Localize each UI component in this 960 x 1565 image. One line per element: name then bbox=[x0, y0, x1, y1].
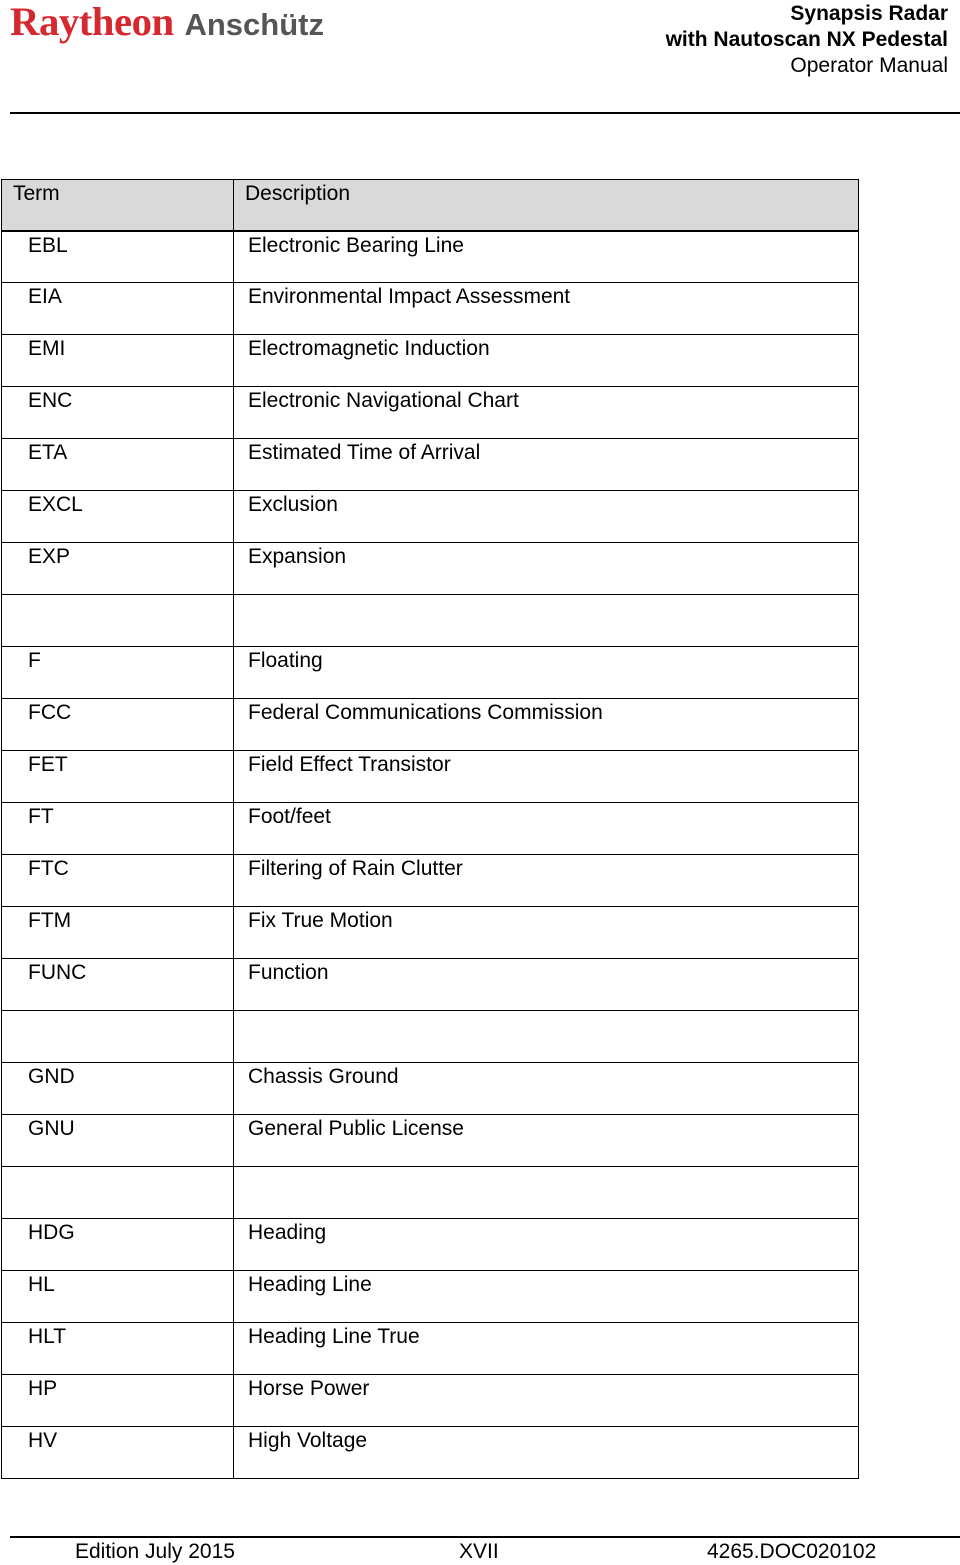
table-row bbox=[2, 959, 859, 1011]
company-logo bbox=[10, 2, 324, 42]
term-cell: HV bbox=[2, 1427, 234, 1479]
table-row bbox=[2, 1323, 859, 1375]
description-cell: Exclusion bbox=[234, 491, 859, 543]
term-cell: HL bbox=[2, 1271, 234, 1323]
description-cell: General Public License bbox=[234, 1115, 859, 1167]
table-row bbox=[2, 387, 859, 439]
table-row bbox=[2, 231, 859, 283]
description-cell: Fix True Motion bbox=[234, 907, 859, 959]
table-row bbox=[2, 491, 859, 543]
description-cell bbox=[234, 1167, 859, 1219]
description-cell: Foot/feet bbox=[234, 803, 859, 855]
term-cell bbox=[2, 1167, 234, 1219]
term-cell: EMI bbox=[2, 335, 234, 387]
term-cell bbox=[2, 595, 234, 647]
description-cell: Filtering of Rain Clutter bbox=[234, 855, 859, 907]
table-row bbox=[2, 335, 859, 387]
footer-divider bbox=[10, 1536, 960, 1538]
description-cell: Chassis Ground bbox=[234, 1063, 859, 1115]
table-body bbox=[2, 231, 859, 1479]
document-title-line2: with Nautoscan NX Pedestal bbox=[665, 28, 948, 51]
table-row bbox=[2, 855, 859, 907]
term-cell: FTM bbox=[2, 907, 234, 959]
description-cell: Heading Line True bbox=[234, 1323, 859, 1375]
description-cell: Estimated Time of Arrival bbox=[234, 439, 859, 491]
term-cell: FET bbox=[2, 751, 234, 803]
term-cell bbox=[2, 1011, 234, 1063]
table-row bbox=[2, 1375, 859, 1427]
column-header-term: Term bbox=[2, 180, 234, 231]
description-cell: Electromagnetic Induction bbox=[234, 335, 859, 387]
term-cell: F bbox=[2, 647, 234, 699]
table-row bbox=[2, 1063, 859, 1115]
table-row bbox=[2, 439, 859, 491]
column-header-description: Description bbox=[234, 180, 859, 231]
term-cell: HLT bbox=[2, 1323, 234, 1375]
term-cell: GNU bbox=[2, 1115, 234, 1167]
description-cell bbox=[234, 595, 859, 647]
table-row bbox=[2, 647, 859, 699]
table-row bbox=[2, 595, 859, 647]
term-cell: HDG bbox=[2, 1219, 234, 1271]
term-cell: GND bbox=[2, 1063, 234, 1115]
header-divider bbox=[10, 112, 960, 114]
description-cell: Floating bbox=[234, 647, 859, 699]
description-cell: Expansion bbox=[234, 543, 859, 595]
term-cell: EBL bbox=[2, 231, 234, 283]
description-cell: Electronic Navigational Chart bbox=[234, 387, 859, 439]
document-title-block bbox=[666, 1, 948, 79]
term-cell: ETA bbox=[2, 439, 234, 491]
description-cell: Function bbox=[234, 959, 859, 1011]
description-cell: Heading Line bbox=[234, 1271, 859, 1323]
table-row bbox=[2, 1271, 859, 1323]
table-row bbox=[2, 1115, 859, 1167]
table-header-row bbox=[2, 180, 859, 231]
footer-document-number: 4265.DOC020102 bbox=[707, 1540, 877, 1563]
table-row bbox=[2, 1167, 859, 1219]
table-row bbox=[2, 283, 859, 335]
document-title-line3: Operator Manual bbox=[790, 54, 948, 77]
table-row bbox=[2, 751, 859, 803]
table-row bbox=[2, 1219, 859, 1271]
description-cell: Heading bbox=[234, 1219, 859, 1271]
term-cell: HP bbox=[2, 1375, 234, 1427]
table-row bbox=[2, 1427, 859, 1479]
term-cell: FCC bbox=[2, 699, 234, 751]
term-cell: FT bbox=[2, 803, 234, 855]
logo-subbrand: Anschütz bbox=[184, 7, 324, 42]
table-row bbox=[2, 803, 859, 855]
description-cell: Horse Power bbox=[234, 1375, 859, 1427]
term-cell: EXCL bbox=[2, 491, 234, 543]
description-cell: Environmental Impact Assessment bbox=[234, 283, 859, 335]
description-cell: High Voltage bbox=[234, 1427, 859, 1479]
term-cell: EXP bbox=[2, 543, 234, 595]
description-cell bbox=[234, 1011, 859, 1063]
table-row bbox=[2, 543, 859, 595]
footer-edition: Edition July 2015 bbox=[75, 1540, 235, 1563]
table-row bbox=[2, 907, 859, 959]
table-row bbox=[2, 699, 859, 751]
description-cell: Electronic Bearing Line bbox=[234, 231, 859, 283]
footer-page-number: XVII bbox=[459, 1540, 499, 1563]
document-title-line1: Synapsis Radar bbox=[790, 2, 948, 25]
term-cell: ENC bbox=[2, 387, 234, 439]
term-cell: FUNC bbox=[2, 959, 234, 1011]
description-cell: Field Effect Transistor bbox=[234, 751, 859, 803]
description-cell: Federal Communications Commission bbox=[234, 699, 859, 751]
term-cell: FTC bbox=[2, 855, 234, 907]
abbreviations-table bbox=[1, 179, 859, 1479]
logo-brand: Raytheon bbox=[10, 0, 174, 44]
table-row bbox=[2, 1011, 859, 1063]
term-cell: EIA bbox=[2, 283, 234, 335]
